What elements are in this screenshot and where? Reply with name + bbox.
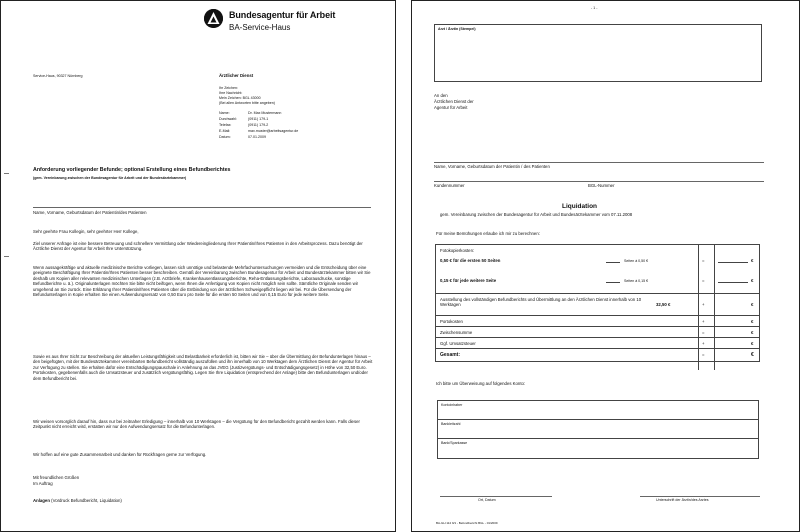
ref-note: (Bei allen Antworten bitte angeben) (219, 101, 275, 105)
postage-label: Portokosten (440, 319, 463, 324)
patient-line (33, 207, 371, 208)
copy-further-amount-blank[interactable] (718, 282, 748, 283)
row-postage (436, 316, 759, 327)
copy-further-unit: Seiten à 0,15 € (624, 279, 649, 283)
bgl-number-label: BGL-Nummer (588, 183, 615, 188)
contact-date: 07.01.2009 (248, 135, 266, 139)
attachments (33, 498, 122, 503)
contact-label-name: Name: (219, 111, 230, 115)
letter-page (0, 0, 396, 532)
signature-doctor-line (640, 496, 760, 497)
postage-op: + (702, 319, 705, 324)
signature-place-date-line (440, 496, 552, 497)
closing-greeting: Mit freundlichen Grüßen (33, 475, 80, 480)
copy-further-label: 0,15 € für jede weitere Seite (440, 278, 497, 283)
contact-email: max.muster@arbeitsagentur.de (248, 129, 299, 133)
doctor-stamp-box (434, 24, 762, 82)
ba-logo-icon (204, 9, 223, 28)
copy-first-50-euro: € (751, 258, 754, 263)
paragraph-2: Wenn aussagekräftige und aktuelle medizinische Berichte vorliegen, lassen sich unnötige und belastende Mehrfachuntersuchungen vermeiden und die Entscheidung über eine geeignete Beschäftigung Ihrer Patientin/Ihres Patienten besser beschreiben. Gemäß der Vereinbarung zwischen Bundesagentur für Arbeit und Bundesärztekammer bitten wir Sie deshalb um Kopien aller relevanten medizinischen Unterlagen (z.B. Arztbriefe, Krankenhausentlassungsberichte, Reha-Entlassungsberichte, Laborausdrucke, sonstige Befundberichte u. ä.). Originalunterlagen möchten Sie bitte nicht beifügen, wenn Ihnen die Anfertigung von Kopien nicht möglich sein sollte. Sämtliche Originale senden wir umgehend an Sie zurück. Eine Erklärung Ihrer Patientin/Ihres Patienten über die Entbindung von der ärztlichen Schweigepflicht liegen wir bei. Für die Übersendung der Befundunterlagen in Kopie erhalten Sie einen Aufwendungsersatz von 0,50 Euro pro Seite für die ersten 50 Seiten und von 0,15 Euro für jede weitere Seite. (33, 265, 371, 298)
brand-name: Bundesagentur für Arbeit (229, 10, 336, 20)
brand-subtitle: BA-Service-Haus (229, 23, 291, 32)
copy-first-50-amount-blank[interactable] (718, 262, 748, 263)
bank-details-table (437, 400, 759, 459)
report-amount: 32,50 € (656, 302, 671, 307)
subtotal-label: Zwischensumme (440, 330, 473, 335)
customer-line (434, 181, 764, 182)
vat-label: Ggf. Umsatzsteuer (440, 341, 476, 346)
stamp-label: Arzt / Ärztin (Stempel) (438, 27, 476, 31)
subtotal-euro: € (751, 330, 754, 335)
bank-row-sort-code[interactable] (438, 420, 758, 439)
report-op: + (702, 302, 705, 307)
attachments-text: (Vordruck Befundbericht, Liquidation) (51, 498, 122, 503)
total-op: = (702, 352, 705, 357)
bank-label-sort-code: Bankleitzahl (441, 422, 461, 426)
sender-line: Service-Haus, 90327 Nürnberg (33, 74, 83, 78)
patient-label: Name, Vorname, Geburtsdatum der Patientin/des Patienten (33, 210, 147, 215)
copy-further-euro: € (751, 278, 754, 283)
row-total (436, 349, 759, 361)
subtotal-op: = (702, 330, 705, 335)
form-footer: BA-GH 112 9/1 - Befundbericht BGL - 01/2009 (436, 521, 498, 525)
ref-your-message: Ihre Nachricht: (219, 91, 243, 95)
contact-label-phone: Durchwahl: (219, 117, 237, 121)
signature-doctor-label: Unterschrift der Ärztin/des Arztes (656, 498, 709, 502)
recipient-line-3: Agentur für Arbeit (434, 105, 468, 110)
bank-row-bank[interactable] (438, 439, 758, 458)
closing-on-behalf: Im Auftrag (33, 481, 53, 486)
table-divider-1 (698, 244, 699, 370)
vat-op: + (702, 341, 705, 346)
ref-your-sign: Ihr Zeichen: (219, 86, 238, 90)
total-euro: € (751, 352, 754, 358)
ref-my-sign: Mein Zeichen: BGL 43000 (219, 96, 261, 100)
salutation: Sehr geehrte Frau Kollegin, sehr geehrter Herr Kollege, (33, 229, 139, 234)
row-subtotal (436, 327, 759, 338)
paragraph-3: Sowie es aus Ihrer Sicht zur Beschreibung der aktuellen Leistungsfähigkeit und Belastbarkeit erforderlich ist, bitten wir Sie – über die Übermittlung der Befundunterlagen hinaus – den beigefügten, mit der Bundesärztekammer vereinbarten Befundbericht vollständig auszufüllen und ihn innerhalb von 10 Werktagen dem Ärztlichen Dienst der Agentur für Arbeit zur Verfügung zu stellen. Sie erhalten dafür eine Entschädigungspauschale in Anlehnung an das JVEG (Justizvergütungs- und Entschädigungsgesetz) in Höhe von 32,50 Euro. Portokosten, gegebenenfalls auch die Umsatzsteuer und zusätzlich vergütungsfähig. Legen Sie Ihre Liquidation (entsprechend der Anlage) bitte den Befundunterlagen und/oder dem Befundbericht bei. (33, 354, 373, 381)
row-vat (436, 338, 759, 349)
copy-costs-label: Fotokopierkosten: (440, 248, 475, 253)
fee-table (435, 244, 760, 362)
total-label: Gesamt: (440, 352, 461, 358)
copy-further-op: = (702, 278, 705, 283)
bank-row-account-holder[interactable] (438, 401, 758, 420)
copy-first-50-pages-blank[interactable] (606, 262, 620, 263)
copy-first-50-op: = (702, 258, 705, 263)
contact-name: Dr. Max Mustermann (248, 111, 282, 115)
fold-mark (4, 173, 9, 174)
copy-first-50-unit: Seiten à 0,50 € (624, 259, 649, 263)
contact-label-fax: Telefax: (219, 123, 232, 127)
letter-title: Anforderung vorliegender Befunde; optional Erstellung eines Befundberichtes (33, 167, 231, 173)
department: Ärztlicher Dienst (219, 73, 254, 78)
page-number: - 1 - (591, 6, 598, 10)
recipient-line-1: An den (434, 93, 448, 98)
signature-place-date-label: Ort, Datum (478, 498, 496, 502)
copy-first-50-label: 0,50 € für die ersten 50 Seiten (440, 258, 501, 263)
paragraph-4: Wir weisen vorsorglich darauf hin, dass nur bei zeitnaher Erledigung – innerhalb von 10 Werktagen – die Vergütung für den Befundbericht gezahlt werden kann. Falls dieser Zeitpunkt nicht erreicht wird, erstatten wir nur den Aufwendungsersatz für die Befundunterlagen. (33, 419, 360, 430)
attachments-label: Anlagen (33, 498, 50, 503)
punch-mark (4, 256, 9, 257)
contact-label-email: E-Mail: (219, 129, 231, 133)
row-report (436, 294, 759, 316)
contact-fax: (0911) 179-2 (248, 123, 269, 127)
contact-phone: (0911) 179-1 (248, 117, 269, 121)
patient-label-right: Name, Vorname, Geburtsdatum der Patientin / des Patienten (434, 164, 550, 169)
recipient-line-2: Ärztlichen Dienst der (434, 99, 474, 104)
bank-intro: Ich bitte um Überweisung auf folgendes Konto: (436, 381, 526, 386)
bank-label-account-holder: Kontoinhaber (441, 403, 463, 407)
patient-line-right (434, 162, 764, 163)
customer-number-label: Kundennummer (434, 183, 465, 188)
report-euro: € (751, 302, 754, 307)
contact-label-date: Datum: (219, 135, 231, 139)
report-label: Ausstellung des vollständigen Befundberichts und Übermittlung an den Ärztlichen Dienst innerhalb von 10 Werktagen (440, 297, 642, 308)
paragraph-1: Ziel unserer Anfrage ist eine bessere Betreuung und schnellere Vermittlung oder Wiedereingliederung Ihrer Patientin/Ihres Patienten in den Arbeitsprozess. Dazu benötigt der Ärztliche Dienst der Agentur für Arbeit Ihre Unterstützung. (33, 241, 363, 252)
liquidation-subtitle: gem. Vereinbarung zwischen der Bundesagentur für Arbeit und Bundesärztekammer vom 07.11.2008 (440, 212, 633, 217)
row-copy-costs (436, 245, 759, 294)
liquidation-title: Liquidation (562, 203, 598, 210)
vat-euro: € (751, 341, 754, 346)
bank-label-bank: Bank/Sparkasse (441, 441, 468, 445)
postage-euro: € (751, 319, 754, 324)
table-divider-2 (714, 244, 715, 370)
liquidation-intro: Für meine Bemühungen erlaube ich mir zu berechnen: (436, 231, 540, 236)
letter-subtitle: (gem. Vereinbarung zwischen der Bundesagentur für Arbeit und der Bundesärztekammer) (33, 176, 187, 180)
copy-further-pages-blank[interactable] (606, 282, 620, 283)
paragraph-5: Wir hoffen auf eine gute Zusammenarbeit und danken für Rückfragen gerne zur Verfügung. (33, 452, 207, 457)
